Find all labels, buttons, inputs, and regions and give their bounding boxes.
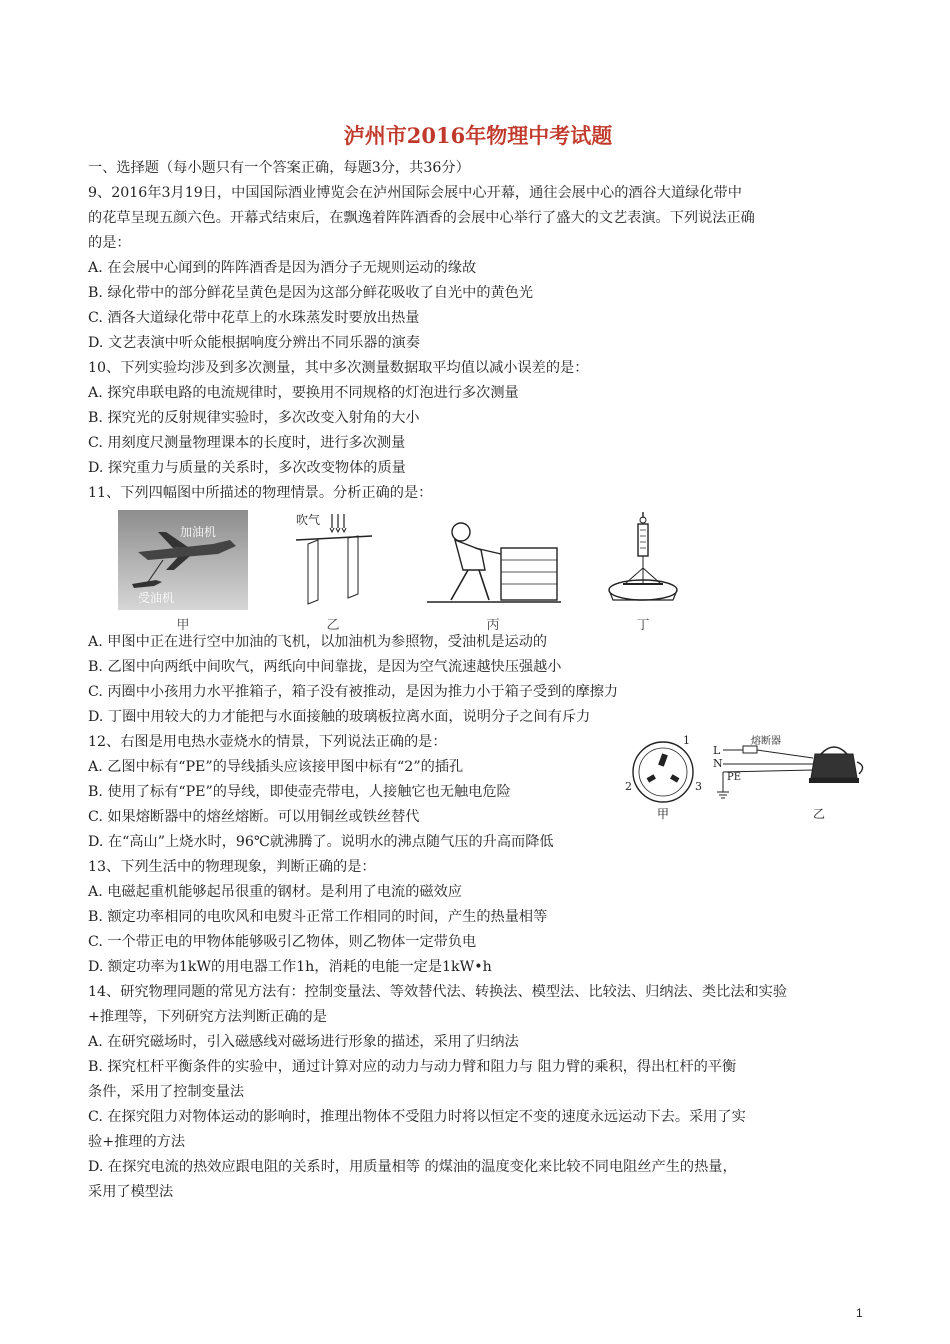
option-b-cont: 条件，采用了控制变量法	[88, 1084, 245, 1100]
question-stem: 14、研究物理同题的常见方法有：控制变量法、等效替代法、转换法、模型法、比较法、归纳法、类比法和实验	[88, 984, 788, 1000]
exam-page	[88, 120, 868, 1205]
figure-caption: 甲	[176, 618, 190, 633]
section-heading: 一、选择题（每小题只有一个答案正确，每题3分，共36分）	[88, 160, 470, 176]
child-pushing-box	[423, 510, 563, 610]
question-14	[88, 980, 868, 1205]
question-12	[88, 730, 868, 855]
figure-yi	[288, 510, 378, 633]
option-d-cont: 采用了模型法	[88, 1184, 174, 1200]
option-a: A. 在会展中心闻到的阵阵酒香是因为酒分子无规则运动的缘故	[88, 260, 477, 276]
label-jiayouji: 加油机	[180, 525, 217, 539]
option-b: B. 乙图中向两纸中间吹气，两纸向中间靠拢，是因为空气流速越快压强越小	[88, 659, 562, 675]
question-9	[88, 181, 868, 356]
option-d: D. 探究重力与质量的关系时，多次改变物体的质量	[88, 460, 406, 476]
question-10	[88, 356, 868, 481]
wire-label-N: N	[713, 757, 723, 770]
question-13	[88, 855, 868, 980]
pin-label-3: 3	[695, 780, 702, 793]
option-c: C. 用刻度尺测量物理课本的长度时，进行多次测量	[88, 435, 406, 451]
figure-bing	[423, 510, 563, 633]
option-c: C. 一个带正电的甲物体能够吸引乙物体，则乙物体一定带负电	[88, 934, 477, 950]
paper-blowing-diagram	[288, 510, 378, 610]
label-chuiqi: 吹气	[296, 513, 321, 527]
option-b: B. 额定功率相同的电吹风和电熨斗正常工作相同的时间，产生的热量相等	[88, 909, 548, 925]
question-stem: 12、右图是用电热水壶烧水的情景，下列说法正确的是：	[88, 734, 447, 750]
question-stem: 的是：	[88, 235, 131, 251]
figure-caption: 丁	[636, 618, 650, 633]
spring-scale-glass-plate	[603, 510, 683, 610]
option-c: C. 酒各大道绿化带中花草上的水珠蒸发时要放出热量	[88, 310, 420, 326]
question-stem: 11、下列四幅图中所描述的物理情景。分析正确的是：	[88, 485, 433, 501]
kettle-circuit-figure	[623, 734, 868, 822]
caption-jia: 甲	[657, 807, 670, 821]
option-b: B. 绿化带中的部分鲜花呈黄色是因为这部分鲜花吸收了自光中的黄色光	[88, 285, 534, 301]
pin-label-2: 2	[625, 780, 632, 793]
option-a: A. 探究串联电路的电流规律时，要换用不同规格的灯泡进行多次测量	[88, 385, 519, 401]
figure-ding	[603, 510, 683, 633]
question-11	[88, 481, 868, 730]
question-stem: 13、下列生活中的物理现象，判断正确的是：	[88, 859, 376, 875]
label-shouyouji: 受油机	[138, 591, 175, 605]
option-b: B. 使用了标有“PE”的导线，即使壶壳带电，人接触它也无触电危险	[88, 784, 511, 800]
option-c-cont: 验+推理的方法	[88, 1134, 186, 1150]
figure-caption: 丙	[486, 618, 500, 633]
refuelling-photo	[118, 510, 248, 610]
option-c: C. 在探究阻力对物体运动的影响时，推理出物体不受阻力时将以恒定不变的速度永远运动下去。采用了实	[88, 1109, 746, 1125]
wire-label-PE: PE	[727, 772, 742, 783]
question-stem: +推理等，下列研究方法判断正确的是	[88, 1009, 327, 1025]
option-d: D. 在探究电流的热效应跟电阻的关系时，用质量相等 的煤油的温度变化来比较不同电阻丝产生的热量，	[88, 1159, 737, 1175]
figure-caption: 乙	[326, 618, 340, 633]
figure-row	[88, 510, 868, 633]
option-d: D. 丁圈中用较大的力才能把与水面接触的玻璃板拉离水面，说明分子之间有斥力	[88, 709, 591, 725]
figure-jia	[118, 510, 248, 633]
option-a: A. 电磁起重机能够起吊很重的钢材。是利用了电流的磁效应	[88, 884, 462, 900]
question-stem: 9、2016年3月19日，中国国际酒业博览会在泸州国际会展中心开幕，通往会展中心的酒谷大道绿化带中	[88, 185, 742, 201]
socket-and-kettle-diagram	[623, 734, 868, 822]
option-d: D. 文艺表演中听众能根据响度分辨出不同乐器的演奏	[88, 335, 421, 351]
option-c: C. 丙圈中小孩用力水平推箱子，箱子没有被推动，是因为推力小于箱子受到的摩擦力	[88, 684, 619, 700]
option-a: A. 乙图中标有“PE”的导线插头应该接甲图中标有“2”的插孔	[88, 759, 464, 775]
option-b: B. 探究光的反射规律实验时，多次改变入射角的大小	[88, 410, 420, 426]
question-stem: 10、下列实验均涉及到多次测量，其中多次测量数据取平均值以减小误差的是：	[88, 360, 589, 376]
page-title: 泸州市2016年物理中考试题	[343, 123, 613, 148]
caption-yi: 乙	[813, 807, 826, 821]
pin-label-1: 1	[683, 734, 690, 747]
option-d: D. 在“高山”上烧水时，96℃就沸腾了。说明水的沸点随气压的升高而降低	[88, 834, 554, 850]
option-d: D. 额定功率为1kW的用电器工作1h，消耗的电能一定是1kW•h	[88, 959, 492, 975]
question-stem: 的花草呈现五颜六色。开幕式结束后，在飘逸着阵阵酒香的会展中心举行了盛大的文艺表演。下列说法正确	[88, 210, 755, 226]
option-b: B. 探究杠杆平衡条件的实验中，通过计算对应的动力与动力臂和阻力与 阻力臂的乘积，得出杠杆的平衡	[88, 1059, 737, 1075]
page-number: 1	[856, 1306, 863, 1320]
option-a: A. 甲图中正在进行空中加油的飞机，以加油机为参照物，受油机是运动的	[88, 634, 548, 650]
option-a: A. 在研究磁场时，引入磁感线对磁场进行形象的描述，采用了归纳法	[88, 1034, 519, 1050]
option-c: C. 如果熔断器中的熔丝熔断。可以用铜丝或铁丝替代	[88, 809, 420, 825]
fuse-label: 熔断器	[751, 736, 781, 747]
wire-label-L: L	[713, 744, 721, 757]
